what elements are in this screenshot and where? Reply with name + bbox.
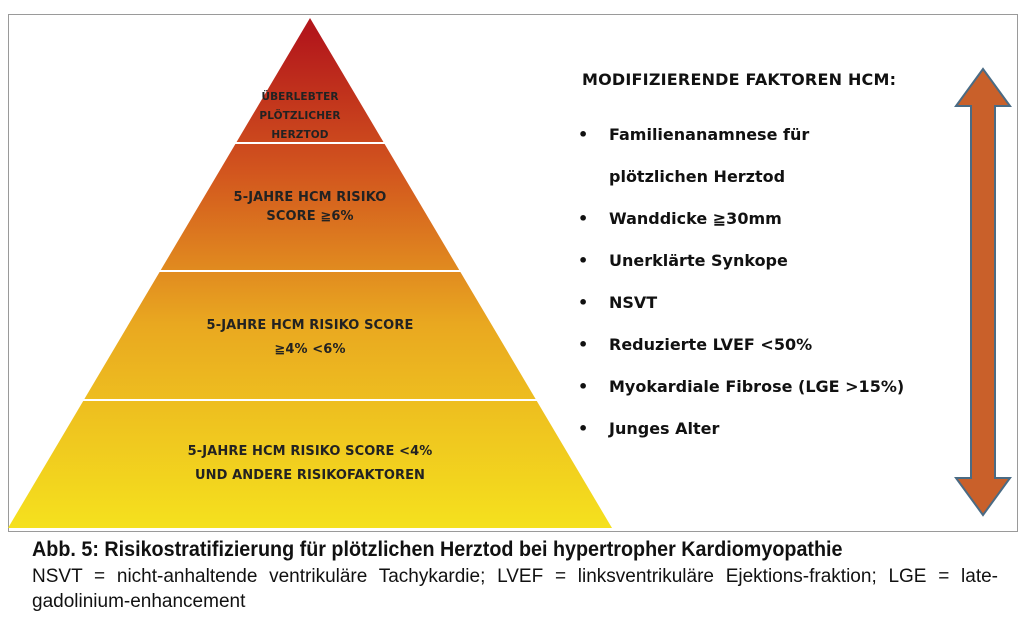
tier-line: 5-JAHRE HCM RISIKO xyxy=(233,190,387,205)
caption-title: Abb. 5: Risikostratifizierung für plötzlichen Herztod bei hypertropher Kardiomyopathie xyxy=(32,538,843,561)
tier-line: UND ANDERE RISIKOFAKTOREN xyxy=(194,468,426,483)
tier-line: HERZTOD xyxy=(271,129,329,141)
tier-survived-scd xyxy=(220,88,380,145)
factor-item-continued: plötzlichen Herztod xyxy=(609,167,786,186)
tier-line: PLÖTZLICHER xyxy=(259,110,341,122)
factors-list xyxy=(578,124,904,439)
arrow-shape xyxy=(956,69,1010,515)
factor-item: • Wanddicke ≧30mm xyxy=(578,208,904,229)
factor-item: • Junges Alter xyxy=(578,418,904,439)
tier-line: ÜBERLEBTER xyxy=(261,91,339,103)
tier-score-high xyxy=(180,188,440,226)
tier-line: 5-JAHRE HCM RISIKO SCORE <4% xyxy=(187,444,433,459)
tier-line: 5-JAHRE HCM RISIKO SCORE xyxy=(206,318,414,333)
factor-item: • Familienanamnese für xyxy=(578,124,904,145)
tier-score-low xyxy=(90,440,530,488)
figure-caption xyxy=(32,536,1012,614)
factors-heading: MODIFIZIERENDE FAKTOREN HCM: xyxy=(582,70,897,89)
double-arrow-icon xyxy=(952,66,1014,518)
factor-item: • NSVT xyxy=(578,292,904,313)
tier-line: SCORE ≧6% xyxy=(266,209,354,224)
caption-text: NSVT = nicht-anhaltende ventrikuläre Tachykardie; LVEF = linksventrikuläre Ejektions-fraktion; LGE = late-gadolinium-enhancement xyxy=(32,566,998,612)
factor-item: • Reduzierte LVEF <50% xyxy=(578,334,904,355)
tier-line: ≧4% <6% xyxy=(274,342,346,357)
tier-score-intermediate xyxy=(150,314,470,362)
factor-item: • Myokardiale Fibrose (LGE >15%) xyxy=(578,376,904,397)
factor-item: • Unerklärte Synkope xyxy=(578,250,904,271)
